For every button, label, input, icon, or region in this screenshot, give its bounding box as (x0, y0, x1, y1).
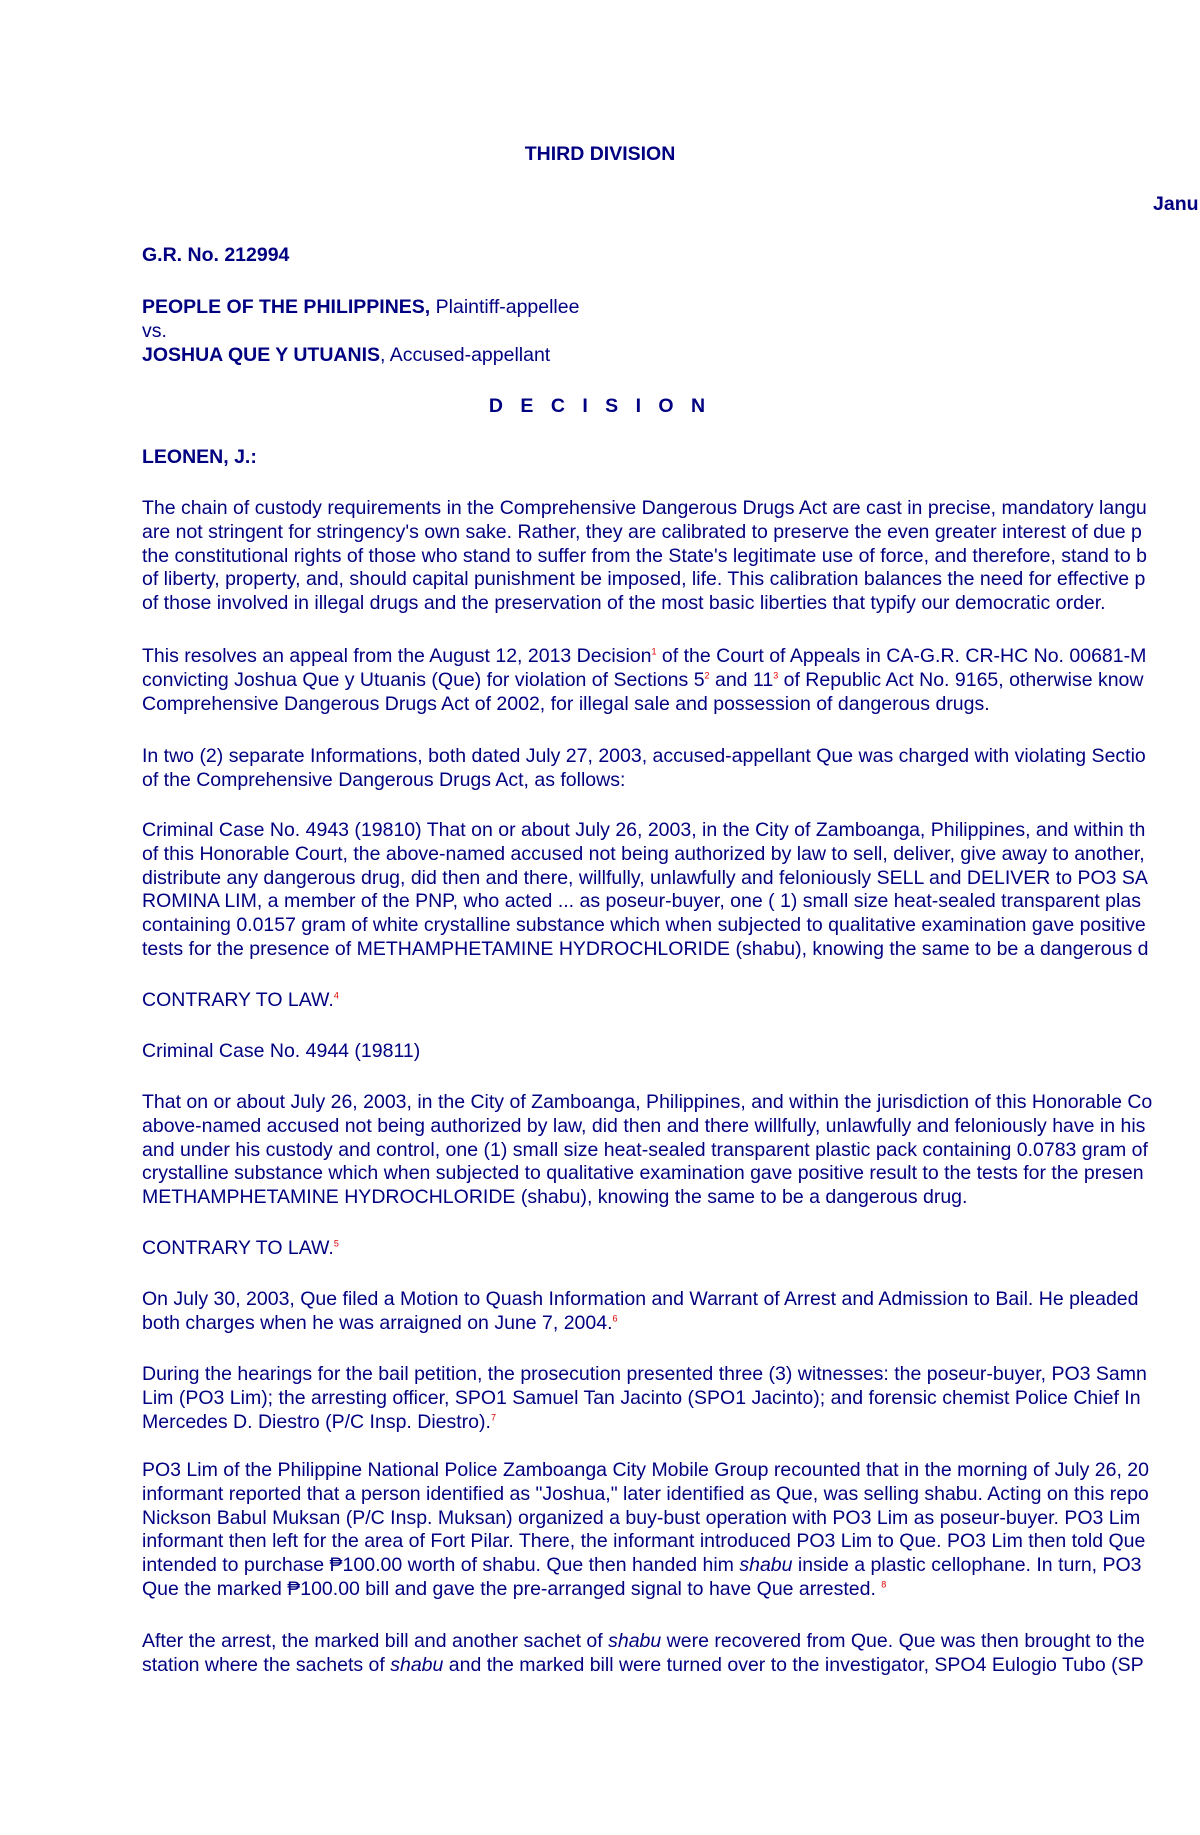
footnote-link[interactable]: 2 (704, 670, 710, 681)
footnote-link[interactable]: 6 (612, 1313, 618, 1324)
paragraph-line: the constitutional rights of those who stand to suffer from the State's legitimate use of force, and therefore, stand to b (142, 544, 1147, 567)
paragraph-text: of the Court of Appeals in CA-G.R. CR-HC No. 00681-M (656, 645, 1147, 667)
paragraph-2 (142, 645, 1146, 716)
paragraph-9 (142, 1630, 1145, 1678)
gr-number: G.R. No. 212994 (142, 244, 290, 266)
paragraph-line: tests for the presence of METHAMPHETAMINE HYDROCHLORIDE (shabu), knowing the same to be a dangerous d (142, 937, 1149, 960)
paragraph-text: inside a plastic cellophane. In turn, PO3 (792, 1554, 1142, 1577)
paragraph-3 (142, 745, 1146, 793)
parties-block (142, 296, 579, 367)
division-heading: THIRD DIVISION (524, 143, 676, 165)
paragraph-line: are not stringent for stringency's own sake. Rather, they are calibrated to preserve the even greater interest of due p (142, 520, 1142, 543)
paragraph-7 (142, 1363, 1147, 1434)
versus: vs. (142, 319, 167, 342)
paragraph-line: Comprehensive Dangerous Drugs Act of 2002, for illegal sale and possession of dangerous drugs. (142, 692, 990, 715)
footnote-link[interactable]: 4 (333, 990, 339, 1001)
paragraph-line: On July 30, 2003, Que filed a Motion to Quash Information and Warrant of Arrest and Admission to Bail. He pleaded (142, 1288, 1139, 1310)
paragraph-line: and under his custody and control, one (1) small size heat-sealed transparent plastic pack containing 0.0783 gram of (142, 1138, 1148, 1161)
footnote-link[interactable]: 1 (651, 646, 657, 657)
paragraph-text: CONTRARY TO LAW. (142, 1237, 334, 1259)
paragraph-line: distribute any dangerous drug, did then and there, willfully, unlawfully and feloniously SELL and DELIVER to PO3 SA (142, 866, 1148, 889)
paragraph-line: PO3 Lim of the Philippine National Police Zamboanga City Mobile Group recounted that in the morning of July 26, 20 (142, 1459, 1149, 1481)
italic-term: shabu (390, 1653, 444, 1676)
paragraph-line: of the Comprehensive Dangerous Drugs Act, as follows: (142, 768, 626, 791)
paragraph-text: and the marked bill were turned over to the investigator, SPO4 Eulogio Tubo (SP (443, 1653, 1144, 1676)
case-heading: Criminal Case No. 4944 (19811) (142, 1040, 421, 1062)
accused-role: , Accused-appellant (380, 343, 551, 366)
paragraph-line: Lim (PO3 Lim); the arresting officer, SPO1 Samuel Tan Jacinto (SPO1 Jacinto); and forensic chemist Police Chief In (142, 1386, 1141, 1409)
footnote-link[interactable]: 8 (881, 1579, 887, 1590)
paragraph-line: That on or about July 26, 2003, in the City of Zamboanga, Philippines, and within the jurisdiction of this Honorable Co (142, 1091, 1153, 1113)
footnote-link[interactable]: 3 (773, 670, 779, 681)
contrary-to-law-2 (142, 1237, 339, 1261)
paragraph-line: METHAMPHETAMINE HYDROCHLORIDE (shabu), knowing the same to be a dangerous drug. (142, 1186, 968, 1209)
contrary-to-law-1 (142, 989, 339, 1013)
italic-term: shabu (608, 1630, 662, 1652)
plaintiff-name: PEOPLE OF THE PHILIPPINES, (142, 296, 431, 318)
paragraph-text: This resolves an appeal from the August 12, 2013 Decision (142, 645, 652, 667)
paragraph-text: and 11 (709, 668, 774, 691)
decision-date: Janu (1153, 193, 1199, 215)
plaintiff-role: Plaintiff-appellee (430, 296, 580, 318)
paragraph-text: of Republic Act No. 9165, otherwise know (778, 668, 1144, 691)
paragraph-text: intended to purchase ₱100.00 worth of shabu. Que then handed him (142, 1554, 740, 1577)
ponente: LEONEN, J.: (142, 446, 257, 468)
paragraph-8 (142, 1459, 1149, 1602)
paragraph-line: During the hearings for the bail petition, the prosecution presented three (3) witnesses: the poseur-buyer, PO3 Samn (142, 1363, 1147, 1385)
paragraph-line: The chain of custody requirements in the Comprehensive Dangerous Drugs Act are cast in precise, mandatory langu (142, 497, 1147, 519)
footnote-link[interactable]: 7 (490, 1412, 496, 1423)
paragraph-line: informant reported that a person identified as "Joshua," later identified as Que, was selling shabu. Acting on this repo (142, 1482, 1149, 1505)
paragraph-text: both charges when he was arraigned on June 7, 2004. (142, 1311, 613, 1334)
paragraph-4 (142, 819, 1148, 962)
accused-name: JOSHUA QUE Y UTUANIS (142, 343, 381, 366)
paragraph-line: of liberty, property, and, should capital punishment be imposed, life. This calibration balances the need for effective p (142, 568, 1146, 591)
italic-term: shabu (739, 1554, 793, 1577)
paragraph-line: of this Honorable Court, the above-named accused not being authorized by law to sell, deliver, give away to another, (142, 842, 1145, 865)
paragraph-text: Que the marked ₱100.00 bill and gave the pre-arranged signal to have Que arrested. (142, 1577, 882, 1600)
paragraph-text: After the arrest, the marked bill and another sachet of (142, 1630, 609, 1652)
paragraph-text: were recovered from Que. Que was then brought to the (661, 1630, 1145, 1652)
decision-heading: D E C I S I O N (488, 395, 712, 417)
paragraph-line: informant then left for the area of Fort Pilar. There, the informant introduced PO3 Lim to Que. PO3 Lim then told Que (142, 1530, 1146, 1553)
paragraph-line: Criminal Case No. 4943 (19810) That on or about July 26, 2003, in the City of Zamboanga, Philippines, and within th (142, 819, 1146, 841)
paragraph-text: convicting Joshua Que y Utuanis (Que) for violation of Sections 5 (142, 668, 705, 691)
paragraph-line: containing 0.0157 gram of white crystalline substance which when subjected to qualitative examination gave positive (142, 914, 1146, 937)
paragraph-5 (142, 1091, 1152, 1210)
paragraph-line: crystalline substance which when subjected to qualitative examination gave positive result to the tests for the presen (142, 1162, 1144, 1185)
paragraph-line: above-named accused not being authorized by law, did then and there willfully, unlawfully and feloniously have in his (142, 1114, 1146, 1137)
paragraph-6 (142, 1288, 1139, 1336)
paragraph-line: Nickson Babul Muksan (P/C Insp. Muksan) organized a buy-bust operation with PO3 Lim as poseur-buyer. PO3 Lim (142, 1506, 1141, 1529)
paragraph-text: Mercedes D. Diestro (P/C Insp. Diestro). (142, 1410, 491, 1433)
footnote-link[interactable]: 5 (333, 1238, 339, 1249)
paragraph-text: CONTRARY TO LAW. (142, 989, 334, 1011)
paragraph-line: In two (2) separate Informations, both dated July 27, 2003, accused-appellant Que was charged with violating Sectio (142, 745, 1146, 767)
paragraph-line: of those involved in illegal drugs and the preservation of the most basic liberties that typify our democratic order. (142, 592, 1106, 615)
paragraph-line: ROMINA LIM, a member of the PNP, who acted ... as poseur-buyer, one ( 1) small size heat-sealed transparent plas (142, 890, 1141, 913)
paragraph-text: station where the sachets of (142, 1653, 391, 1676)
paragraph-1 (142, 497, 1147, 616)
